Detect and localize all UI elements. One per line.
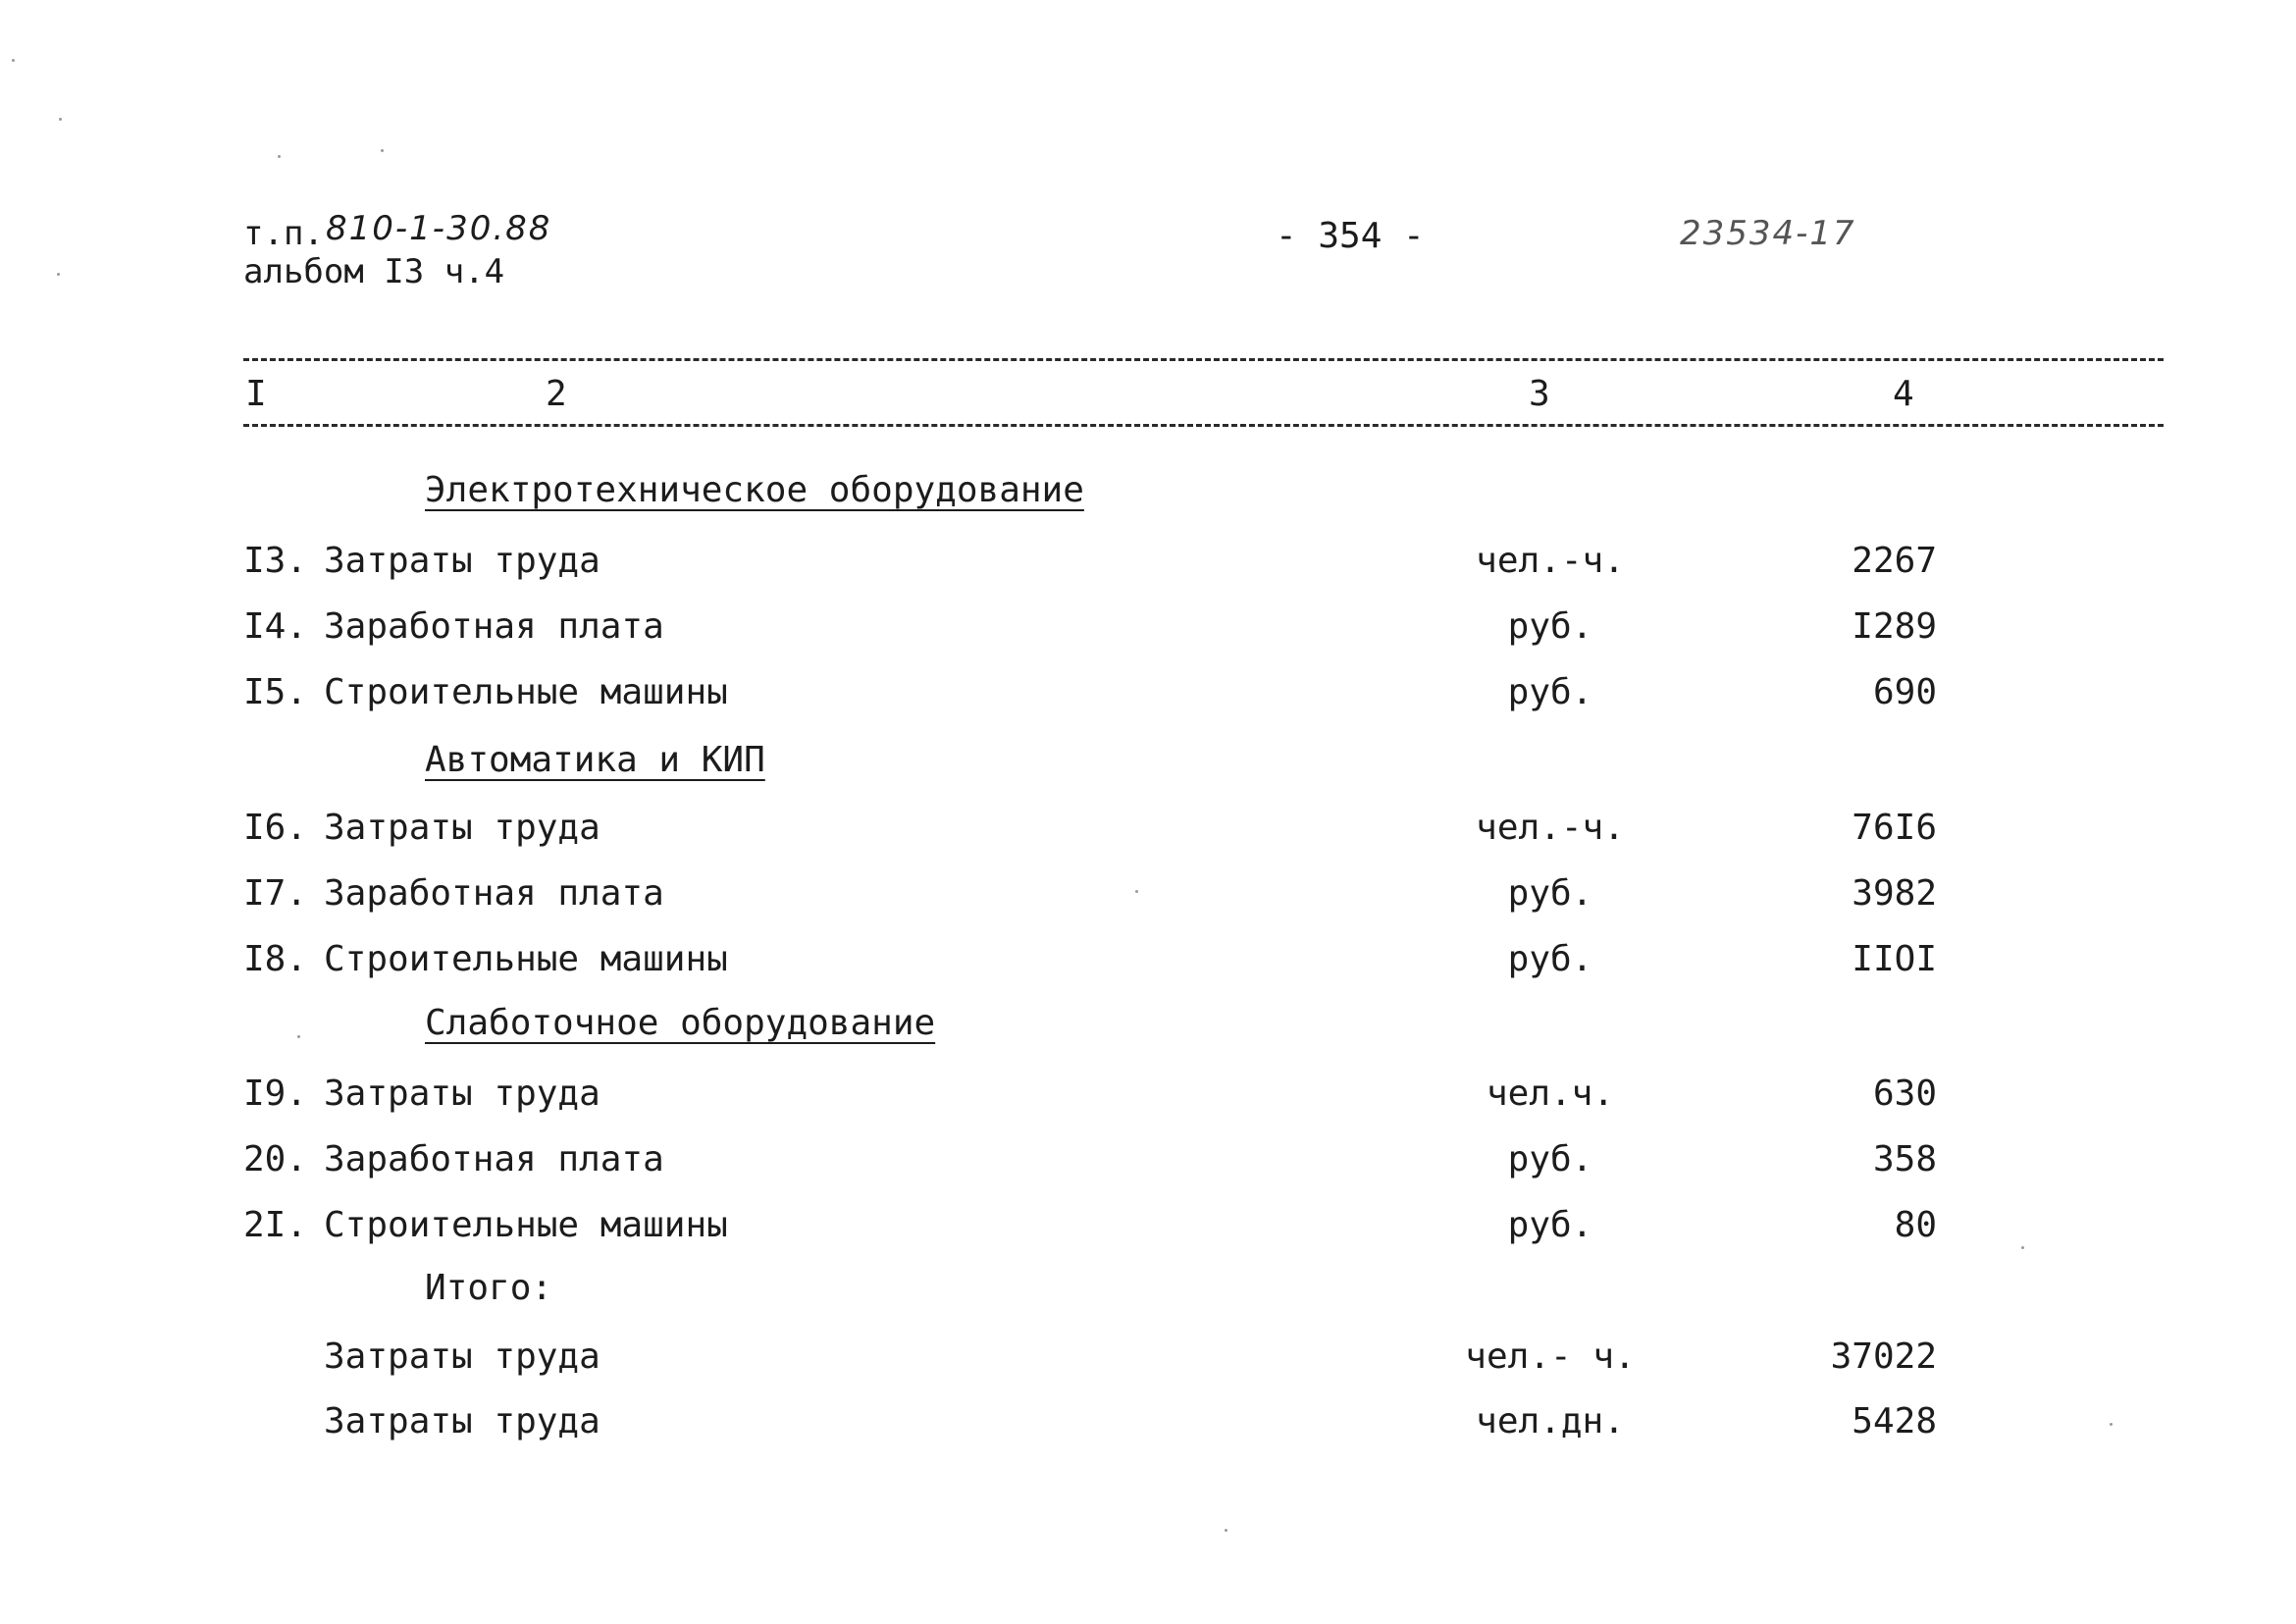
row-unit: чел.дн. <box>1476 1401 1625 1441</box>
column-2-number: 2 <box>546 374 567 414</box>
row-name: Затраты труда <box>324 541 600 581</box>
row-unit: руб. <box>1507 939 1593 979</box>
row-number: I8. <box>243 939 308 979</box>
row-name: Затраты труда <box>324 1336 600 1377</box>
row-value: I289 <box>1852 606 1937 647</box>
section-title-electrical: Электротехническое оборудование <box>425 470 1084 510</box>
row-value: 690 <box>1872 672 1937 712</box>
row-number: I5. <box>243 672 308 712</box>
table-row <box>0 872 2296 916</box>
row-value: 3982 <box>1852 873 1937 914</box>
scan-speck <box>278 155 281 158</box>
row-unit: руб. <box>1507 1205 1593 1245</box>
scan-speck <box>381 149 384 152</box>
table-row <box>0 1138 2296 1181</box>
row-number: I7. <box>243 873 308 914</box>
row-value: 5428 <box>1852 1401 1937 1441</box>
scan-speck <box>297 1035 300 1038</box>
row-value: IIOI <box>1852 939 1937 979</box>
row-number: 20. <box>243 1139 308 1179</box>
row-name: Строительные машины <box>324 1205 728 1245</box>
tp-prefix: т.п. <box>243 214 324 253</box>
scan-speck <box>12 59 15 62</box>
scan-speck <box>1225 1529 1227 1532</box>
row-name: Затраты труда <box>324 1401 600 1441</box>
totals-row <box>0 1400 2296 1443</box>
scan-speck <box>1135 890 1138 893</box>
column-3-number: 3 <box>1529 374 1550 414</box>
scan-speck <box>57 273 60 276</box>
scan-speck <box>2021 1246 2024 1249</box>
row-value: 358 <box>1872 1139 1937 1179</box>
row-number: I9. <box>243 1074 308 1114</box>
row-value: 37022 <box>1830 1336 1937 1377</box>
row-unit: руб. <box>1507 873 1593 914</box>
row-name: Затраты труда <box>324 808 600 848</box>
row-value: 76I6 <box>1852 808 1937 848</box>
section-title-automation: Автоматика и КИП <box>425 740 765 780</box>
scan-speck <box>59 118 62 121</box>
row-value: 2267 <box>1852 541 1937 581</box>
row-name: Заработная плата <box>324 873 664 914</box>
table-row <box>0 605 2296 649</box>
row-number: I3. <box>243 541 308 581</box>
column-4-number: 4 <box>1893 374 1914 414</box>
table-row <box>0 1204 2296 1247</box>
album-label: альбом I3 ч.4 <box>243 252 505 291</box>
row-unit: руб. <box>1507 606 1593 647</box>
row-value: 630 <box>1872 1074 1937 1114</box>
row-name: Строительные машины <box>324 672 728 712</box>
row-unit: руб. <box>1507 1139 1593 1179</box>
row-name: Строительные машины <box>324 939 728 979</box>
column-1-number: I <box>245 374 267 414</box>
section-title-low-current: Слаботочное оборудование <box>425 1003 936 1043</box>
document-number: 23534-17 <box>1680 214 1856 253</box>
table-row <box>0 1073 2296 1116</box>
header-top-rule <box>243 358 2164 361</box>
totals-title: Итого: <box>425 1268 553 1308</box>
row-name: Заработная плата <box>324 606 664 647</box>
header-bottom-rule <box>243 424 2164 427</box>
table-row <box>0 938 2296 981</box>
table-row <box>0 807 2296 850</box>
table-row <box>0 540 2296 583</box>
row-number: I4. <box>243 606 308 647</box>
page-number: - 354 - <box>1276 216 1425 256</box>
tp-code: 810-1-30.88 <box>326 209 552 248</box>
totals-row <box>0 1336 2296 1379</box>
row-number: I6. <box>243 808 308 848</box>
row-unit: чел.ч. <box>1486 1074 1615 1114</box>
row-value: 80 <box>1894 1205 1937 1245</box>
row-unit: руб. <box>1507 672 1593 712</box>
row-unit: чел.-ч. <box>1476 541 1625 581</box>
row-unit: чел.- ч. <box>1465 1336 1636 1377</box>
row-number: 2I. <box>243 1205 308 1245</box>
row-name: Заработная плата <box>324 1139 664 1179</box>
row-unit: чел.-ч. <box>1476 808 1625 848</box>
scan-speck <box>2110 1423 2113 1426</box>
row-name: Затраты труда <box>324 1074 600 1114</box>
table-row <box>0 671 2296 714</box>
